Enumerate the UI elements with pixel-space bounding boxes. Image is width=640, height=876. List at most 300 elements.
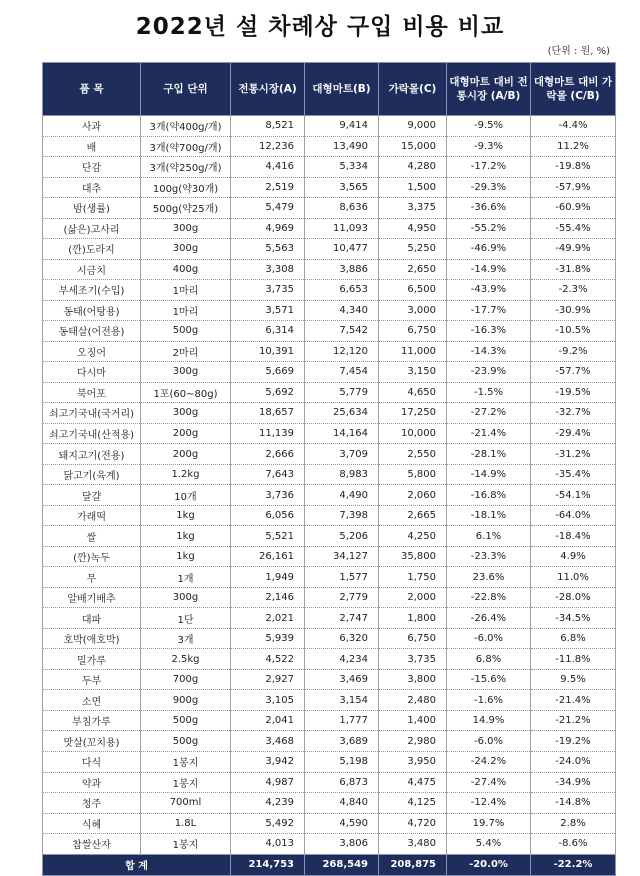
cell-mart: 6,320	[305, 628, 379, 649]
cell-item: 밤(생률)	[43, 198, 141, 219]
cell-ratio-traditional: -28.1%	[447, 444, 531, 465]
header-traditional-market: 전통시장(A)	[231, 63, 305, 116]
cell-item: 대파	[43, 608, 141, 629]
cell-traditional: 7,643	[231, 464, 305, 485]
cell-garak: 4,650	[379, 382, 447, 403]
cell-garak: 4,280	[379, 157, 447, 178]
cell-ratio-traditional: -15.6%	[447, 669, 531, 690]
cell-mart: 7,542	[305, 321, 379, 342]
total-label: 합 계	[43, 854, 231, 875]
cell-mart: 3,709	[305, 444, 379, 465]
cell-ratio-traditional: -16.3%	[447, 321, 531, 342]
cell-ratio-garak: 6.8%	[531, 628, 616, 649]
cell-mart: 8,636	[305, 198, 379, 219]
cell-ratio-garak: -31.2%	[531, 444, 616, 465]
cell-traditional: 5,939	[231, 628, 305, 649]
cell-traditional: 6,314	[231, 321, 305, 342]
cell-mart: 3,469	[305, 669, 379, 690]
table-row	[43, 772, 616, 793]
cell-traditional: 2,519	[231, 177, 305, 198]
cell-mart: 9,414	[305, 116, 379, 137]
cell-item: 돼지고기(전용)	[43, 444, 141, 465]
cell-traditional: 12,236	[231, 136, 305, 157]
header-ratio-traditional: 대형마트 대비 전통시장 (A/B)	[447, 63, 531, 116]
cell-traditional: 1,949	[231, 567, 305, 588]
cell-unit: 700ml	[141, 793, 231, 814]
cell-mart: 4,490	[305, 485, 379, 506]
cell-ratio-traditional: 14.9%	[447, 710, 531, 731]
cell-traditional: 2,927	[231, 669, 305, 690]
total-traditional: 214,753	[231, 854, 305, 875]
table-row	[43, 731, 616, 752]
table-row	[43, 321, 616, 342]
cell-ratio-traditional: -22.8%	[447, 587, 531, 608]
cell-garak: 3,800	[379, 669, 447, 690]
cell-item: 호박(애호박)	[43, 628, 141, 649]
cell-traditional: 3,942	[231, 751, 305, 772]
cell-ratio-traditional: -1.5%	[447, 382, 531, 403]
cell-traditional: 4,013	[231, 834, 305, 855]
cell-mart: 6,873	[305, 772, 379, 793]
table-row	[43, 362, 616, 383]
cell-mart: 14,164	[305, 423, 379, 444]
cell-ratio-traditional: -12.4%	[447, 793, 531, 814]
cell-ratio-traditional: -29.3%	[447, 177, 531, 198]
cell-traditional: 4,522	[231, 649, 305, 670]
cell-unit: 10개	[141, 485, 231, 506]
cell-traditional: 3,735	[231, 280, 305, 301]
table-row	[43, 690, 616, 711]
cell-ratio-garak: -49.9%	[531, 239, 616, 260]
cell-mart: 3,689	[305, 731, 379, 752]
cell-ratio-garak: -54.1%	[531, 485, 616, 506]
table-row	[43, 485, 616, 506]
cell-unit: 200g	[141, 444, 231, 465]
cell-garak: 3,150	[379, 362, 447, 383]
table-row	[43, 464, 616, 485]
page-title: 2022년 설 차례상 구입 비용 비교	[135, 14, 505, 40]
cell-garak: 5,800	[379, 464, 447, 485]
cell-ratio-traditional: -18.1%	[447, 505, 531, 526]
cell-mart: 7,454	[305, 362, 379, 383]
total-garak: 208,875	[379, 854, 447, 875]
cell-ratio-garak: -11.8%	[531, 649, 616, 670]
cell-unit: 1개	[141, 567, 231, 588]
cell-garak: 4,950	[379, 218, 447, 239]
cell-ratio-traditional: -6.0%	[447, 628, 531, 649]
cell-traditional: 3,571	[231, 300, 305, 321]
cell-garak: 2,665	[379, 505, 447, 526]
cell-garak: 1,400	[379, 710, 447, 731]
header-garak-mall: 가락몰(C)	[379, 63, 447, 116]
cell-ratio-garak: -30.9%	[531, 300, 616, 321]
cell-ratio-traditional: -36.6%	[447, 198, 531, 219]
cell-item: 쇠고기국내(국거리)	[43, 403, 141, 424]
total-mart: 268,549	[305, 854, 379, 875]
cell-ratio-garak: -57.9%	[531, 177, 616, 198]
cell-garak: 2,650	[379, 259, 447, 280]
table-row	[43, 177, 616, 198]
cell-item: 오징어	[43, 341, 141, 362]
cell-unit: 100g(약30개)	[141, 177, 231, 198]
cell-mart: 10,477	[305, 239, 379, 260]
cell-ratio-garak: -24.0%	[531, 751, 616, 772]
cell-garak: 3,000	[379, 300, 447, 321]
cell-ratio-garak: 4.9%	[531, 546, 616, 567]
cell-item: 가래떡	[43, 505, 141, 526]
table-row	[43, 403, 616, 424]
cell-unit: 1봉지	[141, 751, 231, 772]
cell-mart: 11,093	[305, 218, 379, 239]
header-ratio-garak: 대형마트 대비 가락몰 (C/B)	[531, 63, 616, 116]
cell-ratio-traditional: -24.2%	[447, 751, 531, 772]
cell-unit: 1봉지	[141, 834, 231, 855]
total-ratio-garak: -22.2%	[531, 854, 616, 875]
cell-unit: 2마리	[141, 341, 231, 362]
cell-traditional: 5,563	[231, 239, 305, 260]
cell-ratio-traditional: -9.5%	[447, 116, 531, 137]
cell-ratio-garak: -28.0%	[531, 587, 616, 608]
cell-item: (삶은)고사리	[43, 218, 141, 239]
cell-item: 밀가루	[43, 649, 141, 670]
cell-ratio-traditional: 6.8%	[447, 649, 531, 670]
cell-traditional: 10,391	[231, 341, 305, 362]
cell-ratio-traditional: 6.1%	[447, 526, 531, 547]
cell-ratio-traditional: -26.4%	[447, 608, 531, 629]
cell-traditional: 3,468	[231, 731, 305, 752]
cell-traditional: 11,139	[231, 423, 305, 444]
cell-ratio-garak: -34.5%	[531, 608, 616, 629]
cell-garak: 2,480	[379, 690, 447, 711]
cell-item: 약과	[43, 772, 141, 793]
cell-item: 알배기배추	[43, 587, 141, 608]
cell-traditional: 18,657	[231, 403, 305, 424]
cost-comparison-table	[42, 62, 616, 876]
cell-mart: 4,590	[305, 813, 379, 834]
cell-traditional: 3,105	[231, 690, 305, 711]
table-row	[43, 505, 616, 526]
cell-ratio-traditional: -16.8%	[447, 485, 531, 506]
cell-ratio-garak: -21.2%	[531, 710, 616, 731]
cell-item: 다시마	[43, 362, 141, 383]
cell-garak: 4,475	[379, 772, 447, 793]
table-row	[43, 444, 616, 465]
cell-unit: 300g	[141, 587, 231, 608]
table-row	[43, 587, 616, 608]
cell-ratio-traditional: -23.3%	[447, 546, 531, 567]
cell-garak: 35,800	[379, 546, 447, 567]
cell-ratio-garak: -19.8%	[531, 157, 616, 178]
cell-unit: 2.5kg	[141, 649, 231, 670]
cell-unit: 1kg	[141, 546, 231, 567]
cell-item: 동태(어탕용)	[43, 300, 141, 321]
cell-unit: 300g	[141, 403, 231, 424]
cell-garak: 1,750	[379, 567, 447, 588]
table-row	[43, 628, 616, 649]
cell-ratio-garak: -29.4%	[531, 423, 616, 444]
total-row	[43, 854, 616, 875]
cell-mart: 13,490	[305, 136, 379, 157]
cell-ratio-traditional: -14.3%	[447, 341, 531, 362]
cell-unit: 500g	[141, 710, 231, 731]
cell-ratio-traditional: 5.4%	[447, 834, 531, 855]
cell-unit: 300g	[141, 239, 231, 260]
cell-garak: 3,480	[379, 834, 447, 855]
cell-garak: 2,000	[379, 587, 447, 608]
cell-item: 닭고기(육계)	[43, 464, 141, 485]
cell-ratio-traditional: -55.2%	[447, 218, 531, 239]
cell-garak: 1,800	[379, 608, 447, 629]
cell-garak: 11,000	[379, 341, 447, 362]
cell-ratio-traditional: -14.9%	[447, 464, 531, 485]
table-row	[43, 813, 616, 834]
cell-mart: 25,634	[305, 403, 379, 424]
table-row	[43, 793, 616, 814]
table-row	[43, 649, 616, 670]
cell-ratio-garak: 11.0%	[531, 567, 616, 588]
unit-note: (단위 : 원, %)	[547, 46, 610, 57]
table-row	[43, 218, 616, 239]
table-header-row	[43, 63, 616, 116]
header-unit: 구입 단위	[141, 63, 231, 116]
cell-ratio-garak: -14.8%	[531, 793, 616, 814]
cell-item: 청주	[43, 793, 141, 814]
cell-ratio-garak: -2.3%	[531, 280, 616, 301]
cell-mart: 3,886	[305, 259, 379, 280]
cell-mart: 4,840	[305, 793, 379, 814]
cell-ratio-traditional: -21.4%	[447, 423, 531, 444]
table-row	[43, 567, 616, 588]
cell-ratio-garak: 11.2%	[531, 136, 616, 157]
cell-item: 배	[43, 136, 141, 157]
cell-traditional: 6,056	[231, 505, 305, 526]
cell-garak: 4,125	[379, 793, 447, 814]
cell-ratio-garak: -57.7%	[531, 362, 616, 383]
table-row	[43, 239, 616, 260]
cell-mart: 2,779	[305, 587, 379, 608]
cell-unit: 500g	[141, 321, 231, 342]
cell-ratio-garak: -34.9%	[531, 772, 616, 793]
cell-ratio-garak: -21.4%	[531, 690, 616, 711]
cell-ratio-garak: -60.9%	[531, 198, 616, 219]
header-large-mart: 대형마트(B)	[305, 63, 379, 116]
cell-mart: 5,334	[305, 157, 379, 178]
cell-traditional: 2,021	[231, 608, 305, 629]
cell-ratio-traditional: -46.9%	[447, 239, 531, 260]
cell-item: 찹쌀산자	[43, 834, 141, 855]
table-row	[43, 423, 616, 444]
cell-traditional: 4,416	[231, 157, 305, 178]
cell-garak: 2,060	[379, 485, 447, 506]
table-row	[43, 259, 616, 280]
cell-traditional: 3,308	[231, 259, 305, 280]
table-row	[43, 157, 616, 178]
cell-garak: 15,000	[379, 136, 447, 157]
cell-ratio-traditional: -43.9%	[447, 280, 531, 301]
cell-mart: 6,653	[305, 280, 379, 301]
cell-unit: 1포(60~80g)	[141, 382, 231, 403]
cell-mart: 5,198	[305, 751, 379, 772]
cell-unit: 1.2kg	[141, 464, 231, 485]
cell-item: 다식	[43, 751, 141, 772]
cell-unit: 300g	[141, 218, 231, 239]
cell-item: 쇠고기국내(산적용)	[43, 423, 141, 444]
cell-unit: 400g	[141, 259, 231, 280]
cell-ratio-traditional: -9.3%	[447, 136, 531, 157]
table-row	[43, 116, 616, 137]
cell-item: 북어포	[43, 382, 141, 403]
cell-ratio-garak: -8.6%	[531, 834, 616, 855]
table-row	[43, 198, 616, 219]
table-body	[43, 116, 616, 855]
cell-unit: 300g	[141, 362, 231, 383]
cell-traditional: 4,987	[231, 772, 305, 793]
cell-item: 무	[43, 567, 141, 588]
cell-item: 단감	[43, 157, 141, 178]
cell-item: 소면	[43, 690, 141, 711]
cell-mart: 8,983	[305, 464, 379, 485]
cell-mart: 7,398	[305, 505, 379, 526]
cell-garak: 6,750	[379, 321, 447, 342]
cell-item: 맛살(꼬치용)	[43, 731, 141, 752]
cell-unit: 1마리	[141, 280, 231, 301]
cell-traditional: 2,146	[231, 587, 305, 608]
cell-garak: 2,980	[379, 731, 447, 752]
cell-garak: 9,000	[379, 116, 447, 137]
cell-garak: 17,250	[379, 403, 447, 424]
cell-garak: 4,720	[379, 813, 447, 834]
cell-mart: 5,779	[305, 382, 379, 403]
table-row	[43, 136, 616, 157]
table-row	[43, 526, 616, 547]
cell-ratio-garak: -32.7%	[531, 403, 616, 424]
cell-item: (깐)도라지	[43, 239, 141, 260]
cell-ratio-garak: -64.0%	[531, 505, 616, 526]
cell-item: 대추	[43, 177, 141, 198]
cell-ratio-garak: -35.4%	[531, 464, 616, 485]
cell-mart: 34,127	[305, 546, 379, 567]
cell-mart: 1,577	[305, 567, 379, 588]
cell-unit: 3개	[141, 628, 231, 649]
cell-item: 시금치	[43, 259, 141, 280]
cell-ratio-traditional: 23.6%	[447, 567, 531, 588]
cell-unit: 500g	[141, 731, 231, 752]
cell-unit: 200g	[141, 423, 231, 444]
table-row	[43, 710, 616, 731]
cell-item: 부세조기(수입)	[43, 280, 141, 301]
cell-item: 부침가루	[43, 710, 141, 731]
cell-unit: 1.8L	[141, 813, 231, 834]
cell-garak: 10,000	[379, 423, 447, 444]
cell-ratio-garak: 9.5%	[531, 669, 616, 690]
cell-mart: 2,747	[305, 608, 379, 629]
cell-ratio-garak: -10.5%	[531, 321, 616, 342]
cell-unit: 1봉지	[141, 772, 231, 793]
table-row	[43, 300, 616, 321]
cell-ratio-traditional: 19.7%	[447, 813, 531, 834]
total-ratio-traditional: -20.0%	[447, 854, 531, 875]
cell-traditional: 4,969	[231, 218, 305, 239]
header-item: 품 목	[43, 63, 141, 116]
cell-item: 사과	[43, 116, 141, 137]
cell-unit: 3개(약400g/개)	[141, 116, 231, 137]
cell-ratio-traditional: -23.9%	[447, 362, 531, 383]
cell-item: 쌀	[43, 526, 141, 547]
cell-ratio-traditional: -27.4%	[447, 772, 531, 793]
cell-traditional: 8,521	[231, 116, 305, 137]
table-row	[43, 341, 616, 362]
cell-item: 달걀	[43, 485, 141, 506]
cell-garak: 3,735	[379, 649, 447, 670]
cell-ratio-garak: 2.8%	[531, 813, 616, 834]
cell-garak: 6,750	[379, 628, 447, 649]
cell-traditional: 26,161	[231, 546, 305, 567]
cell-garak: 5,250	[379, 239, 447, 260]
cell-traditional: 5,492	[231, 813, 305, 834]
table-row	[43, 382, 616, 403]
cell-traditional: 5,669	[231, 362, 305, 383]
cell-unit: 3개(약250g/개)	[141, 157, 231, 178]
cell-ratio-traditional: -27.2%	[447, 403, 531, 424]
cell-ratio-garak: -19.5%	[531, 382, 616, 403]
cell-unit: 1마리	[141, 300, 231, 321]
cell-unit: 500g(약25개)	[141, 198, 231, 219]
cell-garak: 1,500	[379, 177, 447, 198]
cell-traditional: 3,736	[231, 485, 305, 506]
cell-ratio-traditional: -1.6%	[447, 690, 531, 711]
cell-traditional: 5,521	[231, 526, 305, 547]
cell-mart: 4,340	[305, 300, 379, 321]
cell-unit: 700g	[141, 669, 231, 690]
cell-ratio-garak: -31.8%	[531, 259, 616, 280]
cell-unit: 3개(약700g/개)	[141, 136, 231, 157]
cell-mart: 3,806	[305, 834, 379, 855]
cell-ratio-garak: -18.4%	[531, 526, 616, 547]
cell-mart: 5,206	[305, 526, 379, 547]
cell-garak: 3,375	[379, 198, 447, 219]
cell-mart: 4,234	[305, 649, 379, 670]
cell-garak: 6,500	[379, 280, 447, 301]
cell-ratio-traditional: -14.9%	[447, 259, 531, 280]
cell-ratio-traditional: -17.2%	[447, 157, 531, 178]
cell-unit: 900g	[141, 690, 231, 711]
cell-ratio-traditional: -6.0%	[447, 731, 531, 752]
cell-traditional: 4,239	[231, 793, 305, 814]
cell-traditional: 5,479	[231, 198, 305, 219]
table-row	[43, 751, 616, 772]
cell-traditional: 2,041	[231, 710, 305, 731]
cell-mart: 12,120	[305, 341, 379, 362]
cell-item: 두부	[43, 669, 141, 690]
cell-garak: 4,250	[379, 526, 447, 547]
cell-item: 동태살(어전용)	[43, 321, 141, 342]
cell-traditional: 2,666	[231, 444, 305, 465]
cell-ratio-garak: -9.2%	[531, 341, 616, 362]
cell-mart: 3,154	[305, 690, 379, 711]
cell-garak: 2,550	[379, 444, 447, 465]
cell-traditional: 5,692	[231, 382, 305, 403]
cell-ratio-garak: -4.4%	[531, 116, 616, 137]
cell-ratio-garak: -19.2%	[531, 731, 616, 752]
cell-garak: 3,950	[379, 751, 447, 772]
cell-item: 식혜	[43, 813, 141, 834]
cell-ratio-traditional: -17.7%	[447, 300, 531, 321]
cell-unit: 1단	[141, 608, 231, 629]
cell-item: (깐)녹두	[43, 546, 141, 567]
cell-ratio-garak: -55.4%	[531, 218, 616, 239]
table-row	[43, 834, 616, 855]
table-row	[43, 280, 616, 301]
